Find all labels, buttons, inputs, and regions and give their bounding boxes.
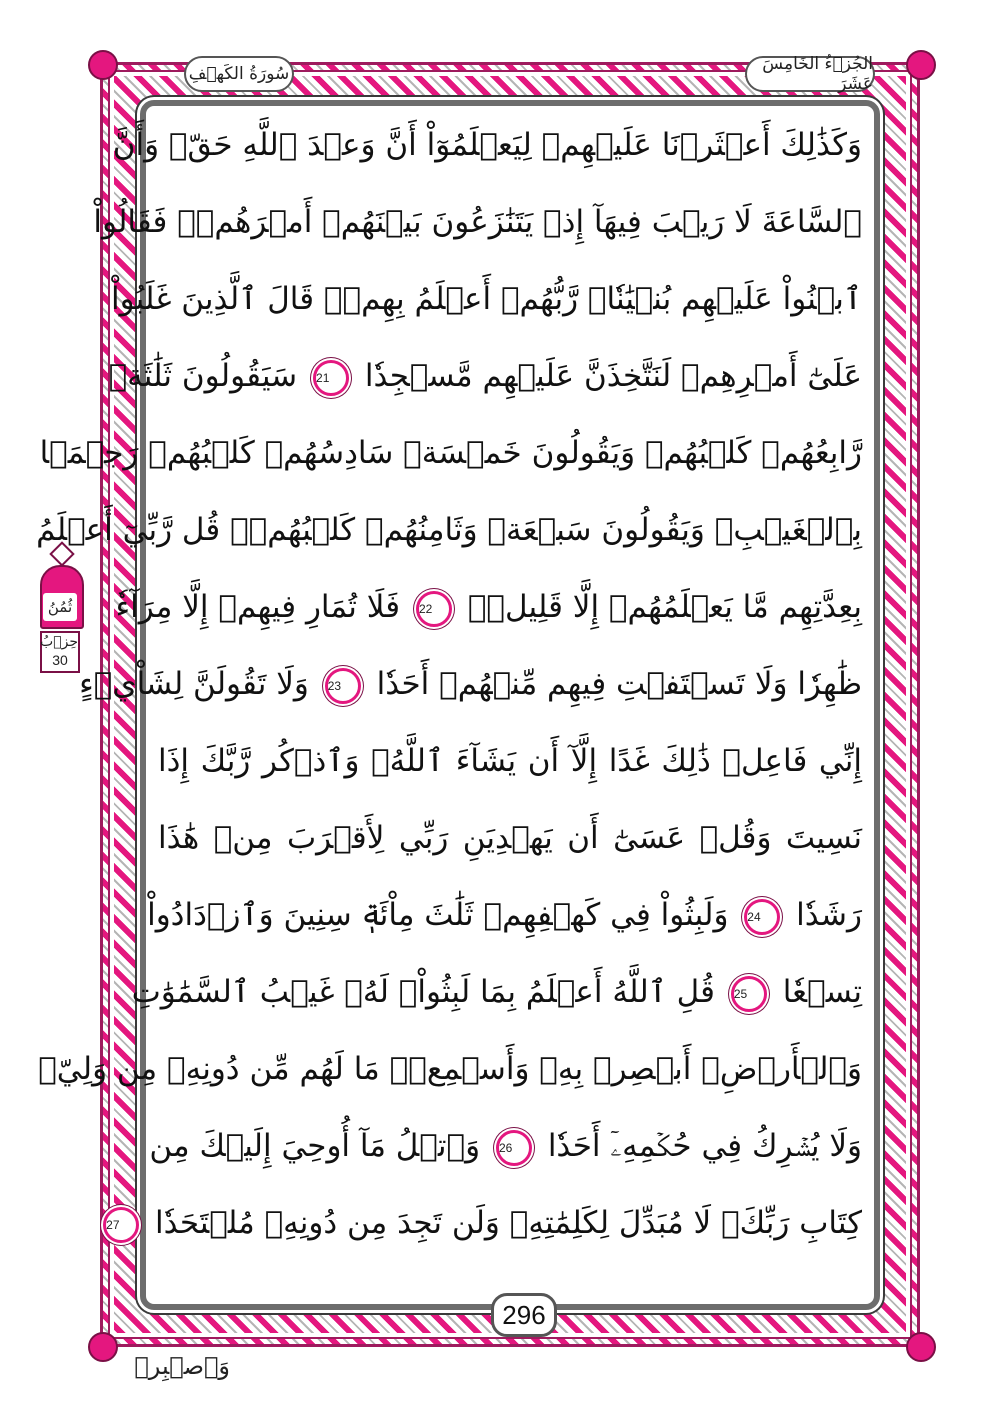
corner-ornament-icon (906, 50, 936, 80)
text-line (93, 192, 862, 252)
text-line (112, 115, 862, 175)
ayah-number-marker: 23 (325, 668, 361, 704)
line-text: ٱلسَّاعَةَ لَا رَيۡبَ فِيهَآ إِذۡ يَتَنَٰزَعُونَ بَيۡنَهُمۡ أَمۡرَهُمۡۖ فَقَالُواْ (93, 204, 862, 240)
ayah-number-marker: 27 (103, 1207, 139, 1243)
line-text: إِنِّي فَاعِلٞ ذَٰلِكَ غَدًا إِلَّآ أَن يَشَآءَ ٱللَّهُۚ وَٱذۡكُر رَّبَّكَ إِذَا (158, 743, 862, 779)
juz-name: الجُزۡءُ الخَامِسَ عَشَرَ (762, 54, 873, 94)
ayah-number-marker: 21 (313, 360, 349, 396)
corner-ornament-icon (88, 1332, 118, 1362)
text-line (38, 1039, 862, 1099)
text-line (149, 1116, 862, 1176)
line-text: بِعِدَّتِهِم مَّا يَعۡلَمُهُمۡ إِلَّا قَلِيلٞۗ (467, 589, 862, 625)
text-line (110, 269, 862, 329)
line-text: وَكَذَٰلِكَ أَعۡثَرۡنَا عَلَيۡهِمۡ لِيَعۡلَمُوٓاْ أَنَّ وَعۡدَ ٱللَّهِ حَقّٞ وَأَنَّ (112, 127, 862, 163)
line-text: رَّابِعُهُمۡ كَلۡبُهُمۡ وَيَقُولُونَ خَمۡسَةٞ سَادِسُهُمۡ كَلۡبُهُمۡ رَجۡمَۢا (39, 435, 862, 471)
line-text: وَلَا تَقُولَنَّ لِشَاْيۡءٍ (79, 666, 309, 702)
line-text: نَسِيتَ وَقُلۡ عَسَىٰٓ أَن يَهۡدِيَنِ رَبِّي لِأَقۡرَبَ مِنۡ هَٰذَا (158, 820, 862, 856)
text-line (158, 808, 862, 868)
text-line (36, 500, 862, 560)
line-text: قُلِ ٱللَّهُ أَعۡلَمُ بِمَا لَبِثُواْۖ لَهُۥ غَيۡبُ ٱلسَّمَٰوَٰتِ (131, 974, 715, 1010)
surah-name-tab (184, 56, 294, 92)
line-text: سَيَقُولُونَ ثَلَٰثَةٞ (108, 358, 298, 394)
line-text: رَشَدٗا (796, 897, 862, 933)
hizb-label: حِزۡبُ (40, 634, 78, 650)
text-line (106, 1193, 862, 1253)
hizb-number: 30 (52, 652, 68, 668)
text-line (158, 731, 862, 791)
line-text: فَلَا تُمَارِ فِيهِمۡ إِلَّا مِرَآءٗ (115, 589, 401, 625)
line-text: ظَٰهِرٗا وَلَا تَسۡتَفۡتِ فِيهِم مِّنۡهُمۡ أَحَدٗا (376, 666, 862, 702)
page-number: 296 (491, 1293, 557, 1337)
line-text: بِٱلۡغَيۡبِۖ وَيَقُولُونَ سَبۡعَةٞ وَثَامِنُهُمۡ كَلۡبُهُمۡۚ قُل رَّبِّيٓ أَعۡلَمُ (36, 512, 862, 548)
surah-name: سُورَةُ الكَهۡفِ (188, 64, 290, 84)
line-text: عَلَىٰٓ أَمۡرِهِمۡ لَنَتَّخِذَنَّ عَلَيۡهِم مَّسۡجِدٗا (364, 358, 862, 394)
hizb-fraction: ثُمُنُ (43, 593, 77, 621)
ayah-number-marker: 25 (731, 976, 767, 1012)
ayah-number-marker: 22 (416, 591, 452, 627)
text-line (131, 962, 862, 1022)
ayah-number-marker: 24 (744, 899, 780, 935)
line-text: ٱبۡنُواْ عَلَيۡهِم بُنۡيَٰنٗاۖ رَّبُّهُمۡ أَعۡلَمُ بِهِمۡۚ قَالَ ٱلَّذِينَ غَلَبُواْ (110, 281, 862, 317)
line-text: وَٱتۡلُ مَآ أُوحِيَ إِلَيۡكَ مِن (149, 1128, 481, 1164)
hizb-box (40, 631, 80, 673)
hizb-marker (37, 545, 85, 680)
text-line (108, 346, 862, 406)
text-line (147, 885, 862, 945)
line-text: وَلَا يُشۡرِكُ فِي حُكۡمِهِۦٓ أَحَدٗا (547, 1128, 862, 1164)
text-line (79, 654, 862, 714)
corner-ornament-icon (88, 50, 118, 80)
line-text: كِتَابِ رَبِّكَۖ لَا مُبَدِّلَ لِكَلِمَٰتِهِۦ وَلَن تَجِدَ مِن دُونِهِۦ مُلۡتَحَدٗا (155, 1205, 862, 1241)
text-line (115, 577, 862, 637)
text-line (39, 423, 862, 483)
line-text: وَلَبِثُواْ فِي كَهۡفِهِمۡ ثَلَٰثَ مِاْئَةٖ سِنِينَ وَٱزۡدَادُواْ (147, 897, 729, 933)
line-text: وَٱلۡأَرۡضِۖ أَبۡصِرۡ بِهِۦ وَأَسۡمِعۡۚ مَا لَهُم مِّن دُونِهِۦ مِن وَلِيّٖ (38, 1051, 862, 1087)
line-text: تِسۡعٗا (782, 974, 862, 1010)
ayah-number-marker: 26 (496, 1130, 532, 1166)
juz-name-tab (745, 56, 875, 92)
catchword: وَٱصۡبِرۡ (134, 1352, 230, 1380)
corner-ornament-icon (906, 1332, 936, 1362)
